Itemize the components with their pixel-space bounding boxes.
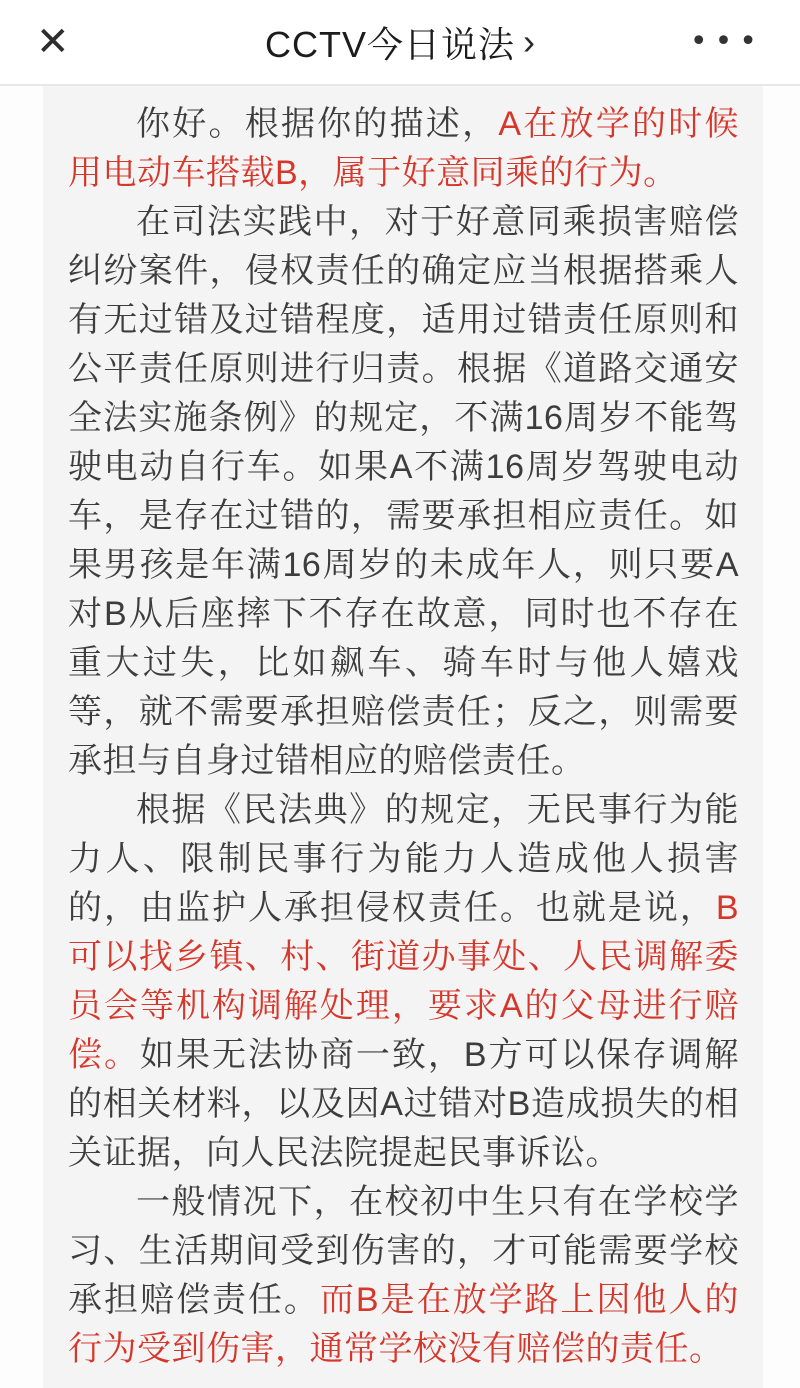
highlight-text: B可以找乡镇、村、街道办事处、人民调解委员会等机构调解处理，要求A的父母进行赔偿。 xyxy=(68,889,739,1074)
more-button[interactable] xyxy=(690,0,764,84)
body-text: 一般情况下，在校初中生只有在学校学习、生活期间受到伤害的，才可能需要学校承担赔偿责任。 xyxy=(68,1183,739,1319)
body-text: 在司法实践中，对于好意同乘损害赔偿纠纷案件，侵权责任的确定应当根据搭乘人有无过错及过错程度，适用过错责任原则和公平责任原则进行归责。根据《道路交通安全法实施条例》的规定，不满16周岁不能驾驶电动自行车。如果A不满16周岁驾驶电动车，是存在过错的，需要承担相应责任。如果男孩是年满16周岁的未成年人，则只要A对B从后座摔下不存在故意，同时也不存在重大过失，比如飙车、骑车时与他人嬉戏等，就不需要承担赔偿责任；反之，则需要承担与自身过错相应的赔偿责任。 xyxy=(68,203,739,780)
paragraph xyxy=(68,1178,739,1374)
article-panel xyxy=(43,86,763,1388)
highlight-text: 而B是在放学路上因他人的行为受到伤害，通常学校没有赔偿的责任。 xyxy=(68,1281,739,1368)
body-text: 根据《民法典》的规定，无民事行为能力人、限制民事行为能力人造成他人损害的，由监护人承担侵权责任。也就是说， xyxy=(68,791,739,927)
article-source-link[interactable] xyxy=(0,0,800,84)
highlight-text: A在放学的时候用电动车搭载B，属于好意同乘的行为。 xyxy=(68,105,739,192)
body-text: 如果无法协商一致，B方可以保存调解的相关材料，以及因A过错对B造成损失的相关证据，向人民法院提起民事诉讼。 xyxy=(68,1036,739,1172)
header-bar xyxy=(0,0,800,86)
more-menu-icon: ••• xyxy=(689,24,764,59)
body-text: 你好。根据你的描述， xyxy=(136,105,499,143)
page-title: CCTV今日说法 xyxy=(265,23,515,65)
paragraph xyxy=(68,786,739,1178)
close-icon: ✕ xyxy=(36,19,70,65)
chevron-right-icon: › xyxy=(523,21,535,62)
paragraph xyxy=(68,100,739,198)
paragraph xyxy=(68,198,739,786)
article-body xyxy=(68,100,739,1374)
